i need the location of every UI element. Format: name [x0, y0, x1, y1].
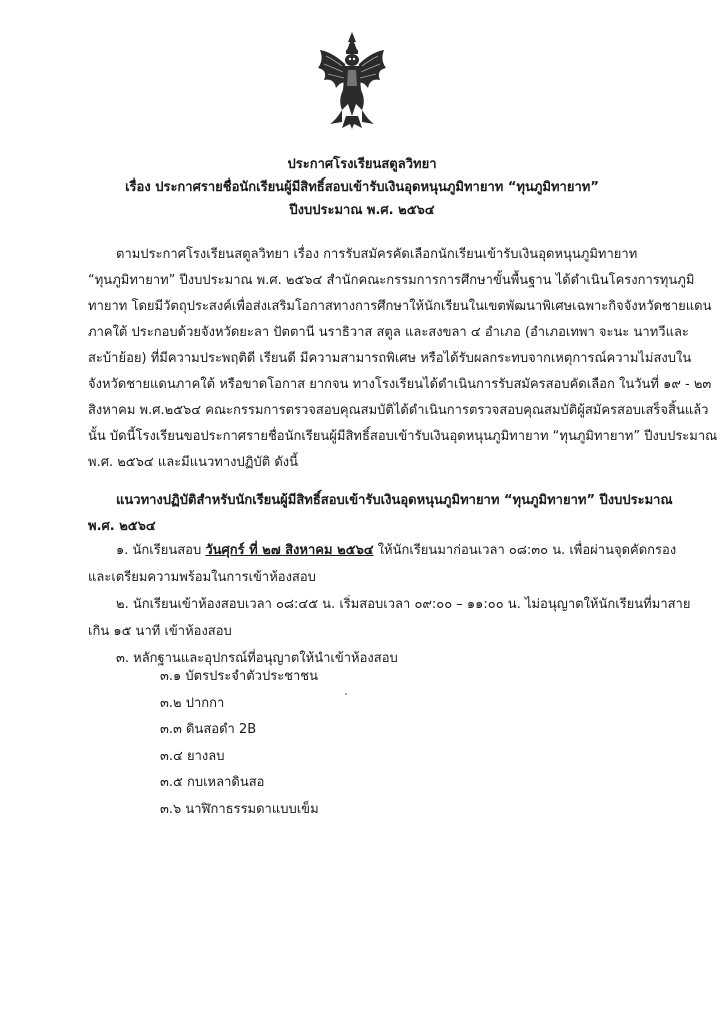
paragraph-line: “ทุนภูมิทายาท” ปีงบประมาณ พ.ศ. ๒๕๖๔ สำนักคณะกรรมการการศึกษาขั้นพื้นฐาน ได้ดำเนินโครงการทุนภูมิ	[88, 273, 695, 288]
exam-date: วันศุกร์ ที่ ๒๗ สิงหาคม ๒๕๖๔	[205, 543, 374, 558]
allowed-items-list	[160, 664, 319, 823]
guidelines-heading-line: พ.ศ. ๒๕๖๔	[88, 519, 156, 534]
paragraph-line: ตามประกาศโรงเรียนสตูลวิทยา เรื่อง การรับสมัครคัดเลือกนักเรียนเข้ารับเงินอุดหนุนภูมิทายาท	[116, 247, 638, 262]
paragraph-line: ทายาท โดยมีวัตถุประสงค์เพื่อส่งเสริมโอกาสทางการศึกษาให้นักเรียนในเขตพัฒนาพิเศษเฉพาะกิจจังหวัดชายแดน	[88, 299, 712, 314]
paragraph-line: จังหวัดชายแดนภาคใต้ หรือขาดโอกาส ยากจน ทางโรงเรียนได้ดำเนินการรับสมัครสอบคัดเลือก ในวันที่ ๑๙ - ๒๓	[88, 377, 712, 392]
garuda-emblem-icon	[312, 30, 392, 130]
list-item-continuation: และเตรียมความพร้อมในการเข้าห้องสอบ	[88, 570, 316, 585]
paragraph-line: นั้น บัดนี้โรงเรียนขอประกาศรายชื่อนักเรียนผู้มีสิทธิ์สอบเข้ารับเงินอุดหนุนภูมิทายาท “ทุนภูมิทายาท” ปีงบประมาณ	[88, 429, 718, 444]
announcement-title: ประกาศโรงเรียนสตูลวิทยา	[287, 157, 437, 172]
list-item	[88, 537, 677, 564]
paragraph-line: สะบ้าย้อย) ที่มีความประพฤติดี เรียนดี มีความสามารถพิเศษ หรือได้รับผลกระทบจากเหตุการณ์ความไม่สงบใน	[88, 351, 692, 366]
list-item: ๒. นักเรียนเข้าห้องสอบเวลา ๐๘:๔๕ น. เริ่มสอบเวลา ๐๙:๐๐ – ๑๑:๐๐ น. ไม่อนุญาตให้นักเรียนที่มาสาย	[116, 597, 691, 612]
list-item-continuation: เกิน ๑๕ นาที เข้าห้องสอบ	[88, 624, 232, 639]
sub-list-item: ๓.๔ ยางลบ	[160, 748, 225, 764]
intro-paragraph	[88, 242, 718, 476]
sub-list-item: ๓.๒ ปากกา	[160, 695, 225, 711]
guidelines-heading	[88, 488, 673, 540]
sub-list-item: ๓.๑ บัตรประจำตัวประชาชน	[160, 669, 319, 684]
scan-speck	[345, 693, 347, 695]
fiscal-year: ปีงบประมาณ พ.ศ. ๒๕๖๔	[289, 203, 435, 218]
paragraph-line: ภาคใต้ ประกอบด้วยจังหวัดยะลา ปัตตานี นราธิวาส สตูล และสงขลา ๔ อำเภอ (อำเภอเทพา จะนะ นาทวีและ	[88, 325, 689, 340]
sub-list-item: ๓.๕ กบเหลาดินสอ	[160, 775, 265, 790]
sub-list-item: ๓.๖ นาฬิกาธรรมดาแบบเข็ม	[160, 801, 319, 817]
paragraph-line: สิงหาคม พ.ศ.๒๕๖๔ คณะกรรมการตรวจสอบคุณสมบัติได้ดำเนินการตรวจสอบคุณสมบัติผู้สมัครสอบเสร็จสิ้นแล้ว	[88, 403, 709, 418]
guidelines-list	[88, 537, 691, 672]
item-text: ๑. นักเรียนสอบ	[116, 543, 206, 558]
announcement-subject: เรื่อง ประกาศรายชื่อนักเรียนผู้มีสิทธิ์สอบเข้ารับเงินอุดหนุนภูมิทายาท “ทุนภูมิทายาท”	[125, 180, 599, 195]
guidelines-heading-line: แนวทางปฏิบัติสำหรับนักเรียนผู้มีสิทธิ์สอบเข้ารับเงินอุดหนุนภูมิทายาท “ทุนภูมิทายาท” ปีงบประมาณ	[116, 493, 673, 508]
announcement-header	[0, 153, 724, 222]
sub-list-item: ๓.๓ ดินสอดำ 2B	[160, 722, 257, 737]
paragraph-line: พ.ศ. ๒๕๖๔ และมีแนวทางปฏิบัติ ดังนี้	[88, 455, 299, 470]
item-text: ให้นักเรียนมาก่อนเวลา ๐๘:๓๐ น. เพื่อผ่านจุดคัดกรอง	[373, 543, 677, 558]
list-item: ๓. หลักฐานและอุปกรณ์ที่อนุญาตให้นำเข้าห้องสอบ	[116, 651, 398, 666]
